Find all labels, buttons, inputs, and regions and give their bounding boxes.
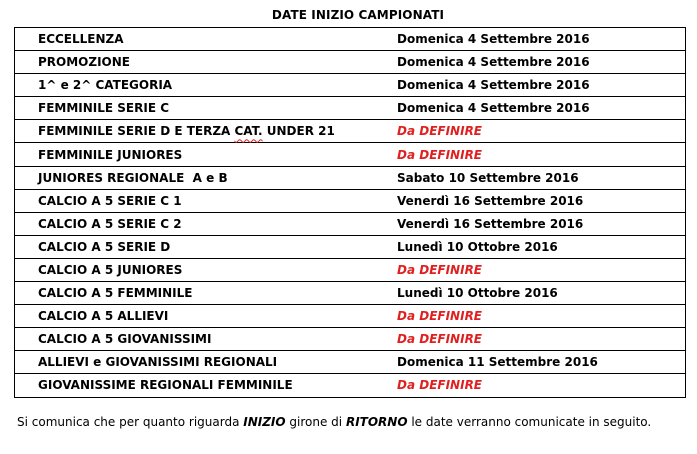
championship-name: CALCIO A 5 JUNIORES [15, 258, 397, 281]
table-row [15, 74, 686, 97]
table-row [15, 28, 686, 51]
note-text: girone di [285, 415, 346, 429]
table-row [15, 235, 686, 258]
start-date-tbd: Da DEFINIRE [396, 374, 686, 397]
championship-name-part: UNDER 21 [262, 124, 335, 139]
championship-name: CALCIO A 5 ALLIEVI [15, 305, 397, 328]
start-date: Domenica 4 Settembre 2016 [396, 74, 686, 97]
start-date: Venerdì 16 Settembre 2016 [396, 189, 686, 212]
championship-name: ALLIEVI e GIOVANISSIMI REGIONALI [15, 351, 397, 374]
table-row [15, 212, 686, 235]
championship-name: PROMOZIONE [15, 51, 397, 74]
note-text: Si comunica che per quanto riguarda [17, 415, 244, 429]
table-row [15, 51, 686, 74]
championship-name [15, 120, 397, 143]
championship-name: ECCELLENZA [15, 28, 397, 51]
championship-name: FEMMINILE SERIE C [15, 97, 397, 120]
table-row [15, 143, 686, 166]
note-text: le date verranno comunicate in seguito. [407, 415, 652, 429]
start-date-tbd: Da DEFINIRE [396, 328, 686, 351]
championship-name: JUNIORES REGIONALE A e B [15, 166, 397, 189]
table-row [15, 258, 686, 281]
championship-name: CALCIO A 5 SERIE C 1 [15, 189, 397, 212]
document-title: DATE INIZIO CAMPIONATI [271, 8, 445, 22]
start-date: Domenica 11 Settembre 2016 [396, 351, 686, 374]
table-row [15, 305, 686, 328]
start-date: Domenica 4 Settembre 2016 [396, 28, 686, 51]
return-round-note [17, 413, 685, 431]
table-row [15, 120, 686, 143]
championship-name-part: FEMMINILE SERIE D E TERZA [38, 124, 235, 139]
table-row [15, 374, 686, 397]
start-date-tbd: Da DEFINIRE [396, 258, 686, 281]
championship-name: 1^ e 2^ CATEGORIA [15, 74, 397, 97]
table-row [15, 351, 686, 374]
championships-table [14, 27, 686, 398]
spellcheck-marked-word: CAT. [234, 124, 263, 139]
championship-name: CALCIO A 5 GIOVANISSIMI [15, 328, 397, 351]
table-row [15, 97, 686, 120]
start-date: Domenica 4 Settembre 2016 [396, 51, 686, 74]
start-date-tbd: Da DEFINIRE [396, 143, 686, 166]
note-emphasis-inizio: INIZIO [243, 415, 286, 429]
start-date-tbd: Da DEFINIRE [396, 120, 686, 143]
table-row [15, 189, 686, 212]
note-emphasis-ritorno: RITORNO [345, 415, 408, 429]
championship-name: CALCIO A 5 SERIE D [15, 235, 397, 258]
start-date: Sabato 10 Settembre 2016 [396, 166, 686, 189]
start-date: Venerdì 16 Settembre 2016 [396, 212, 686, 235]
start-date: Lunedì 10 Ottobre 2016 [396, 282, 686, 305]
table-row [15, 328, 686, 351]
table-row [15, 282, 686, 305]
championship-name: CALCIO A 5 SERIE C 2 [15, 212, 397, 235]
start-date: Lunedì 10 Ottobre 2016 [396, 235, 686, 258]
table-row [15, 166, 686, 189]
start-date: Domenica 4 Settembre 2016 [396, 97, 686, 120]
start-date-tbd: Da DEFINIRE [396, 305, 686, 328]
championship-name: CALCIO A 5 FEMMINILE [15, 282, 397, 305]
championship-name: FEMMINILE JUNIORES [15, 143, 397, 166]
championship-name: GIOVANISSIME REGIONALI FEMMINILE [15, 374, 397, 397]
